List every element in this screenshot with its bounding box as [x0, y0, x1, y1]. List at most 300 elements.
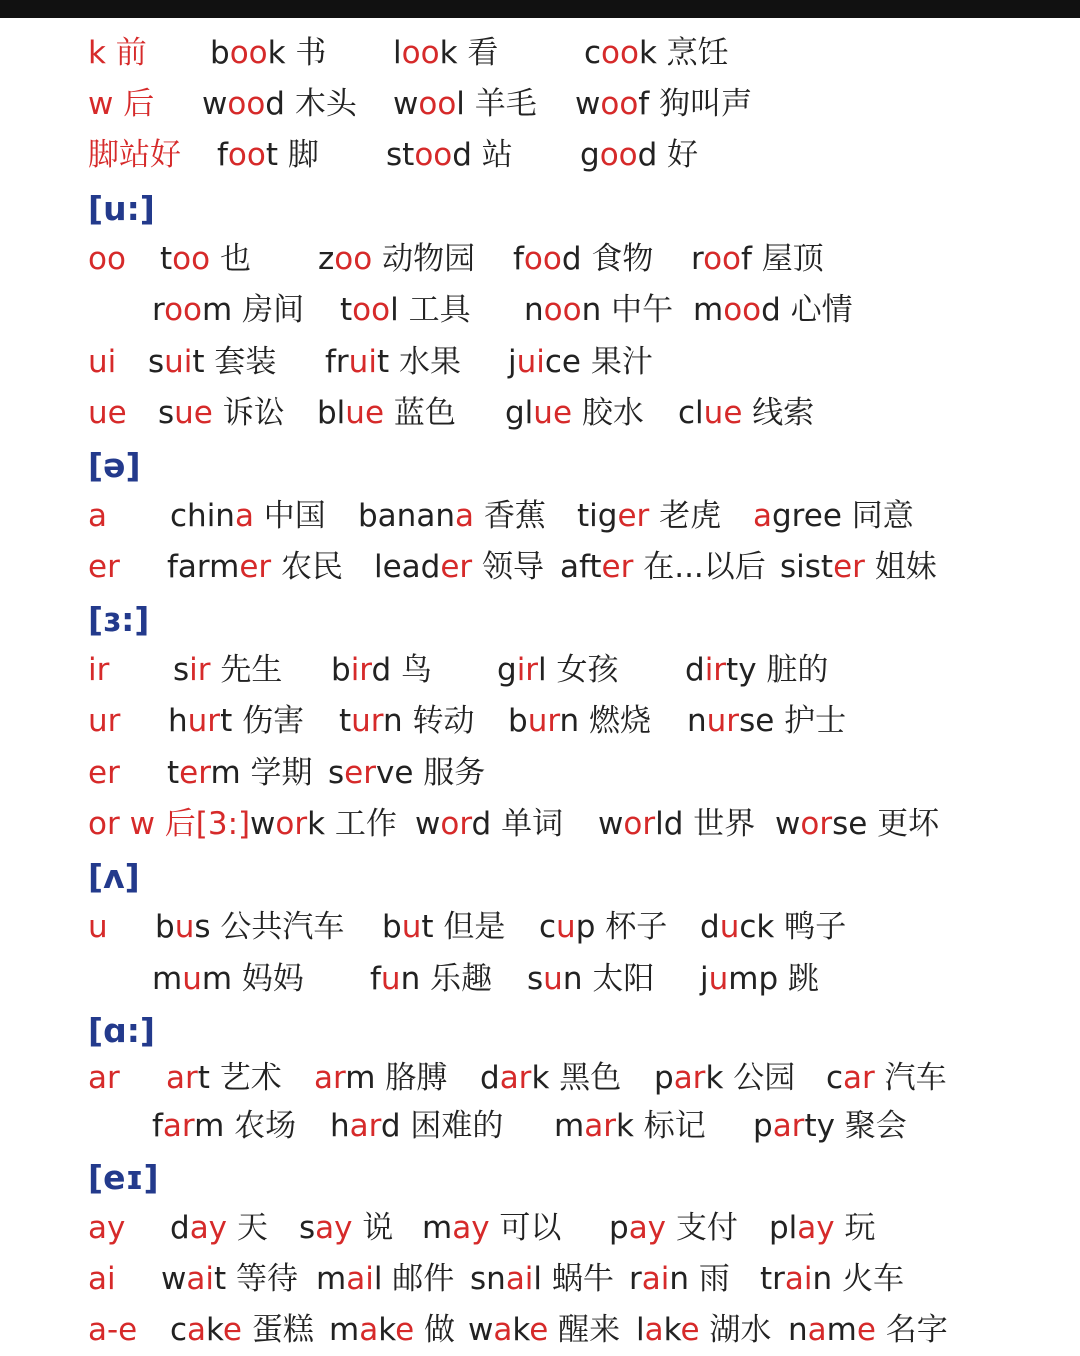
word-letters: chin [170, 498, 235, 534]
highlighted-letters: a [454, 498, 474, 534]
word-entry [167, 542, 343, 593]
word-entry [753, 1101, 907, 1152]
highlighted-letters: e [680, 1312, 700, 1348]
word-entry [393, 28, 498, 79]
word-letters: r [629, 1261, 642, 1297]
word-letters: d [170, 1210, 190, 1246]
highlighted-letters: a [187, 1312, 207, 1348]
word-letters: c [170, 1312, 188, 1348]
word-meaning: 套装 [204, 344, 277, 380]
spelling-label: ai [88, 1261, 116, 1297]
word-letters: w [415, 806, 441, 842]
highlighted-letters: or [623, 806, 656, 842]
word-entry [700, 954, 819, 1005]
word-entry [202, 79, 357, 130]
word-letters: w [161, 1261, 187, 1297]
word-meaning: 蛋糕 [241, 1312, 314, 1348]
word-letters: k [378, 1312, 396, 1348]
word-letters: c [584, 35, 602, 71]
word-entry [358, 491, 546, 542]
word-meaning: 房间 [232, 292, 305, 328]
word-meaning: 工具 [398, 292, 471, 328]
word-entry [166, 1053, 282, 1104]
word-meaning: 果汁 [581, 344, 653, 380]
highlighted-letters: a [359, 1312, 379, 1348]
word-letters: t [340, 292, 353, 328]
word-letters: z [318, 241, 335, 277]
word-letters: s [173, 652, 190, 688]
word-entry [329, 1305, 455, 1356]
word-meaning: 汽车 [874, 1060, 947, 1096]
word-entry [775, 799, 939, 850]
highlighted-letters: oo [172, 241, 211, 277]
word-letters: n [383, 703, 403, 739]
highlighted-letters: ir [189, 652, 211, 688]
word-letters: tig [577, 498, 618, 534]
word-letters: s [299, 1210, 316, 1246]
word-entry [780, 542, 937, 593]
highlighted-letters: ay [315, 1210, 353, 1246]
highlighted-letters: ay [452, 1210, 490, 1246]
word-entry [158, 388, 285, 439]
highlighted-letters: oo [352, 292, 391, 328]
word-letters: r [691, 241, 704, 277]
sheet-row [0, 542, 1080, 593]
spelling-label: k 前 [88, 35, 147, 71]
word-entry [328, 748, 485, 799]
word-entry [161, 1254, 298, 1305]
word-entry [508, 696, 651, 747]
word-letters: n [562, 961, 583, 997]
word-entry [314, 1053, 447, 1104]
word-letters: l [390, 292, 399, 328]
word-meaning: 伤害 [232, 703, 305, 739]
highlighted-letters: ir [704, 652, 727, 688]
word-letters: m [826, 1312, 857, 1348]
word-letters: gree [772, 498, 842, 534]
word-entry [753, 491, 914, 542]
word-meaning: 标记 [633, 1108, 706, 1144]
word-letters: se [739, 703, 775, 739]
highlighted-letters: oo [414, 137, 453, 173]
word-letters: mp [728, 961, 779, 997]
word-letters: b [155, 909, 175, 945]
word-meaning: 困难的 [400, 1108, 504, 1144]
word-letters: ld [655, 806, 684, 842]
highlighted-letters: ar [772, 1108, 805, 1144]
spelling-label: w 后 [88, 86, 155, 122]
word-letters: s [148, 344, 165, 380]
word-entry [325, 337, 461, 388]
word-entry [393, 79, 537, 130]
word-letters: n [400, 961, 421, 997]
word-letters: l [456, 86, 465, 122]
word-meaning: 天 [227, 1210, 268, 1246]
word-letters: l [533, 1261, 543, 1297]
word-letters: n [524, 292, 544, 328]
word-entry [769, 1203, 876, 1254]
word-entry [580, 130, 698, 181]
word-letters: f [513, 241, 524, 277]
sheet-row [0, 337, 1080, 388]
word-meaning: 跳 [778, 961, 820, 997]
word-meaning: 农场 [224, 1108, 297, 1144]
word-entry [331, 645, 432, 696]
word-meaning: 领导 [472, 549, 545, 585]
word-meaning: 邮件 [382, 1261, 455, 1297]
highlighted-letters: er [833, 549, 865, 585]
word-letters: st [386, 137, 415, 173]
word-letters: t [339, 703, 352, 739]
word-letters: c [826, 1060, 844, 1096]
highlighted-letters: e [395, 1312, 415, 1348]
word-entry [636, 1305, 771, 1356]
word-entry [250, 799, 397, 850]
highlighted-letters: oo [599, 137, 638, 173]
word-entry [577, 491, 721, 542]
word-letters: bl [317, 395, 346, 431]
word-entry [217, 130, 319, 181]
highlighted-letters: or [440, 806, 472, 842]
word-meaning: 中国 [253, 498, 326, 534]
word-meaning: 好 [657, 137, 699, 173]
highlighted-letters: u [543, 961, 563, 997]
word-entry [560, 542, 766, 593]
word-meaning: 心情 [780, 292, 853, 328]
word-entry [152, 1101, 296, 1152]
word-letters: c [539, 909, 557, 945]
word-entry [687, 696, 846, 747]
word-entry [299, 1203, 393, 1254]
word-meaning: 可以 [489, 1210, 562, 1246]
highlighted-letters: ue [533, 395, 573, 431]
word-entry [173, 645, 282, 696]
word-meaning: 护士 [774, 703, 847, 739]
word-letters: k [705, 1060, 724, 1096]
word-letters: lead [374, 549, 441, 585]
word-entry [339, 696, 475, 747]
word-letters: t [192, 344, 205, 380]
word-meaning: 黑色 [549, 1060, 622, 1096]
word-entry [513, 234, 653, 285]
word-letters: k [267, 35, 286, 71]
sheet-row [0, 1005, 1080, 1056]
highlighted-letters: er [239, 549, 272, 585]
highlighted-letters: ue [703, 395, 743, 431]
highlighted-letters: ai [641, 1261, 670, 1297]
highlighted-letters: u [380, 961, 401, 997]
word-letters: d [371, 652, 392, 688]
highlighted-letters: u [556, 909, 576, 945]
word-letters: s [194, 909, 211, 945]
word-letters: g [580, 137, 600, 173]
word-letters: ty [804, 1108, 835, 1144]
word-entry [152, 954, 304, 1005]
sheet-row [0, 696, 1080, 747]
word-entry [167, 748, 313, 799]
word-letters: j [508, 344, 517, 380]
word-meaning: 转动 [402, 703, 475, 739]
sheet-row [0, 1101, 1080, 1152]
word-meaning: 动物园 [372, 241, 476, 277]
word-letters: m [152, 961, 183, 997]
highlighted-letters: ar [584, 1108, 616, 1144]
word-letters: aft [560, 549, 602, 585]
word-meaning: 烹饪 [656, 35, 729, 71]
word-letters: n [687, 703, 707, 739]
word-meaning: 火车 [832, 1261, 905, 1297]
word-meaning: 狗叫声 [649, 86, 753, 122]
word-meaning: 但是 [433, 909, 506, 945]
word-meaning: 艺术 [209, 1060, 282, 1096]
word-entry [654, 1053, 795, 1104]
word-letters: d [761, 292, 781, 328]
word-letters: m [329, 1312, 360, 1348]
word-letters: n [812, 1261, 833, 1297]
word-meaning: 看 [457, 35, 499, 71]
sheet-row [0, 594, 1080, 645]
highlighted-letters: ai [505, 1261, 534, 1297]
sheet-row [0, 1203, 1080, 1254]
word-meaning: 公共汽车 [210, 909, 345, 945]
sheet-row [0, 748, 1080, 799]
highlighted-letters: u [174, 909, 195, 945]
highlighted-letters: oo [703, 241, 742, 277]
word-letters: t [197, 1060, 210, 1096]
word-entry [160, 234, 251, 285]
word-letters: cl [678, 395, 704, 431]
highlighted-letters: ui [516, 344, 545, 380]
spelling-label: 脚站好 [88, 137, 181, 173]
highlighted-letters: ai [784, 1261, 813, 1297]
word-letters: d [265, 86, 285, 122]
phonetic-symbol: [eɪ] [88, 1158, 159, 1197]
word-letters: w [775, 806, 801, 842]
highlighted-letters: ar [166, 1060, 198, 1096]
word-entry [170, 1203, 268, 1254]
word-letters: n [581, 292, 602, 328]
word-letters: p [654, 1060, 674, 1096]
word-meaning: 单词 [491, 806, 564, 842]
word-entry [168, 696, 304, 747]
word-letters: d [561, 241, 582, 277]
sheet-row [0, 28, 1080, 79]
word-letters: s [328, 755, 345, 791]
word-meaning: 名字 [875, 1312, 948, 1348]
word-letters: j [700, 961, 709, 997]
highlighted-letters: er [440, 549, 473, 585]
highlighted-letters: oo [334, 241, 373, 277]
word-meaning: 工作 [325, 806, 397, 842]
word-meaning: 水果 [389, 344, 461, 380]
highlighted-letters: oo [523, 241, 562, 277]
highlighted-letters: ir [350, 652, 372, 688]
word-meaning: 站 [471, 137, 513, 173]
word-meaning: 在...以后 [633, 549, 766, 585]
highlighted-letters: e [222, 1312, 242, 1348]
word-letters: farm [167, 549, 240, 585]
word-meaning: 胳膊 [375, 1060, 448, 1096]
word-letters: t [160, 241, 173, 277]
word-entry [317, 388, 456, 439]
word-letters: w [468, 1312, 494, 1348]
word-meaning: 农民 [271, 549, 343, 585]
word-letters: s [158, 395, 175, 431]
word-letters: se [832, 806, 868, 842]
word-letters: s [527, 961, 544, 997]
word-meaning: 屋顶 [751, 241, 824, 277]
word-letters: w [250, 806, 276, 842]
word-letters: d [471, 806, 492, 842]
word-letters: m [316, 1261, 347, 1297]
word-meaning: 诉讼 [212, 395, 285, 431]
highlighted-letters: e [529, 1312, 549, 1348]
word-entry [340, 285, 471, 336]
highlighted-letters: a [807, 1312, 827, 1348]
word-letters: d [685, 652, 705, 688]
highlighted-letters: ur [706, 703, 740, 739]
spelling-label: ui [88, 344, 117, 380]
word-letters: m [202, 292, 233, 328]
word-meaning: 乐趣 [420, 961, 493, 997]
highlighted-letters: ue [345, 395, 385, 431]
word-letters: n [669, 1261, 690, 1297]
word-meaning: 蜗牛 [542, 1261, 614, 1297]
word-meaning: 食物 [581, 241, 654, 277]
word-letters: t [213, 1261, 227, 1297]
sheet-row [0, 388, 1080, 439]
sheet-row [0, 1305, 1080, 1356]
word-meaning: 也 [210, 241, 251, 277]
word-entry [691, 234, 824, 285]
word-meaning: 书 [285, 35, 327, 71]
highlighted-letters: a [493, 1312, 513, 1348]
highlighted-letters: er [617, 498, 650, 534]
sheet-row [0, 234, 1080, 285]
word-entry [598, 799, 755, 850]
word-letters: f [152, 1108, 163, 1144]
word-meaning: 公园 [723, 1060, 796, 1096]
word-meaning: 胶水 [572, 395, 644, 431]
word-entry [584, 28, 729, 79]
phonetic-symbol: [ə] [88, 446, 141, 485]
word-meaning: 雨 [689, 1261, 730, 1297]
highlighted-letters: ur [351, 703, 384, 739]
sheet-row [0, 285, 1080, 336]
highlighted-letters: ui [164, 344, 193, 380]
word-letters: k [307, 806, 326, 842]
word-letters: p [753, 1108, 773, 1144]
word-letters: h [168, 703, 188, 739]
word-letters: l [538, 652, 547, 688]
highlighted-letters: u [401, 909, 422, 945]
word-letters: k [439, 35, 458, 71]
word-meaning: 醒来 [548, 1312, 621, 1348]
sheet-row [0, 130, 1080, 181]
highlighted-letters: er [344, 755, 376, 791]
highlighted-letters: oo [543, 292, 582, 328]
word-letters: k [512, 1312, 530, 1348]
word-letters: t [421, 909, 434, 945]
phonetic-symbol: [ɑ:] [88, 1011, 155, 1050]
word-letters: m [422, 1210, 453, 1246]
word-letters: t [376, 344, 390, 380]
word-entry [505, 388, 644, 439]
word-entry [152, 285, 304, 336]
word-letters: ck [739, 909, 775, 945]
word-meaning: 蓝色 [384, 395, 456, 431]
word-entry [470, 1254, 614, 1305]
word-entry [415, 799, 563, 850]
word-letters: h [330, 1108, 350, 1144]
top-bar [0, 0, 1080, 18]
word-entry [539, 902, 667, 953]
word-entry [170, 491, 326, 542]
word-letters: m [345, 1060, 376, 1096]
spelling-label: ar [88, 1060, 120, 1096]
word-entry [370, 954, 492, 1005]
word-letters: f [217, 137, 228, 173]
word-meaning: 支付 [666, 1210, 738, 1246]
highlighted-letters: ay [628, 1210, 667, 1246]
word-entry [693, 285, 853, 336]
highlighted-letters: oo [229, 35, 268, 71]
highlighted-letters: oo [601, 35, 639, 71]
word-meaning: 羊毛 [464, 86, 537, 122]
phonetic-symbol: [ʌ] [88, 857, 140, 896]
sheet-row [0, 1254, 1080, 1305]
word-letters: pl [769, 1210, 798, 1246]
highlighted-letters: or [275, 806, 308, 842]
sheet-row [0, 491, 1080, 542]
word-letters: sist [780, 549, 834, 585]
highlighted-letters: oo [418, 86, 457, 122]
highlighted-letters: ui [348, 344, 377, 380]
word-entry [382, 902, 505, 953]
highlighted-letters: ai [186, 1261, 214, 1297]
word-entry [497, 645, 619, 696]
word-meaning: 女孩 [546, 652, 619, 688]
word-entry [527, 954, 654, 1005]
word-meaning: 老虎 [649, 498, 722, 534]
word-entry [678, 388, 814, 439]
word-letters: n [559, 703, 580, 739]
word-entry [170, 1305, 314, 1356]
word-meaning: 脚 [278, 137, 319, 173]
phonetic-symbol: [ɜ:] [88, 600, 150, 639]
highlighted-letters: ai [346, 1261, 374, 1297]
word-letters: f [741, 241, 752, 277]
highlighted-letters: a [753, 498, 772, 534]
word-letters: p [575, 909, 596, 945]
word-letters: w [393, 86, 419, 122]
word-letters: t [265, 137, 279, 173]
highlighted-letters: ay [189, 1210, 228, 1246]
sheet-row [0, 799, 1080, 850]
word-letters: ty [726, 652, 757, 688]
word-meaning: 香蕉 [473, 498, 546, 534]
highlighted-letters: ay [797, 1210, 835, 1246]
word-meaning: 玩 [834, 1210, 876, 1246]
word-entry [422, 1203, 561, 1254]
word-letters: l [373, 1261, 383, 1297]
word-meaning: 中午 [601, 292, 674, 328]
spelling-label: er [88, 549, 120, 585]
word-entry [210, 28, 326, 79]
sheet-row [0, 1152, 1080, 1203]
word-letters: k [206, 1312, 223, 1348]
phonetic-symbol: [u:] [88, 189, 155, 228]
